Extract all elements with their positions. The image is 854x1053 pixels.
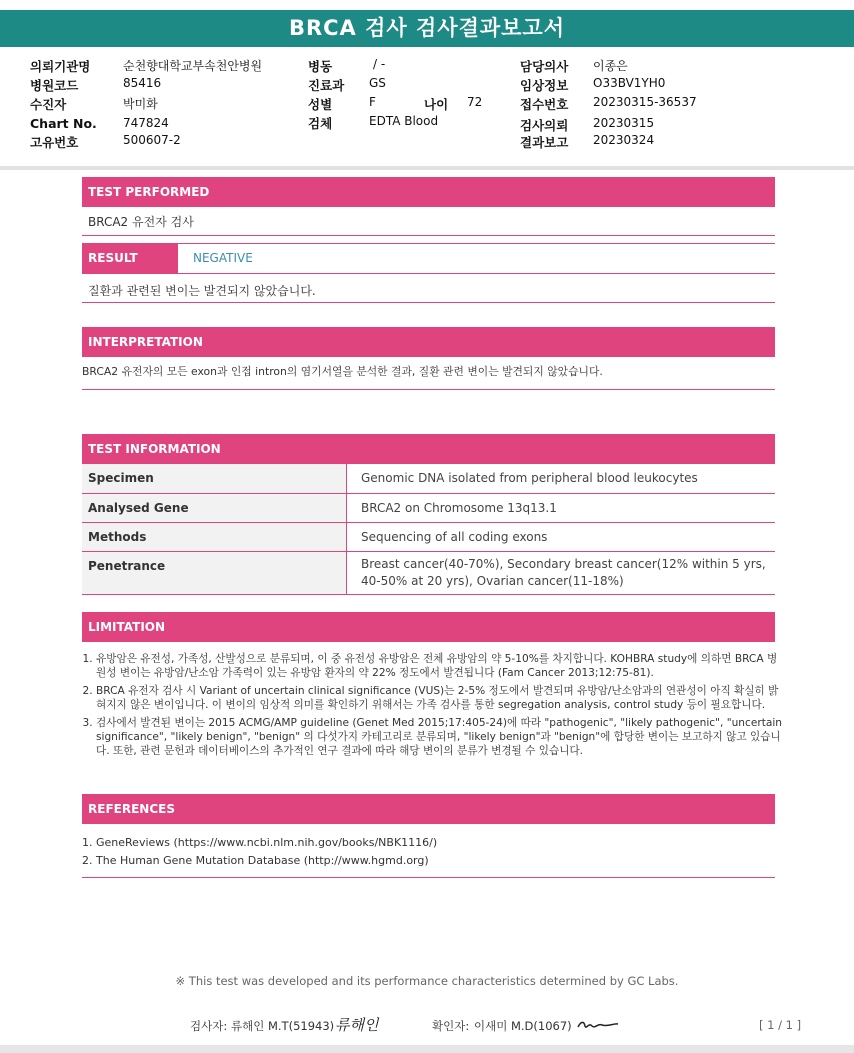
analysed-gene-label: Analysed Gene [82, 493, 347, 522]
list-item: 1. GeneReviews (https://www.ncbi.nlm.nih.gov/books/NBK1116/) [96, 834, 786, 852]
ward-label: 병동 [308, 59, 333, 74]
tester-name: 류해인 M.T(51943) [231, 1019, 335, 1033]
result-label: RESULT [82, 244, 178, 273]
divider [82, 302, 775, 303]
chart-no-value: 747824 [123, 116, 169, 130]
table-row [82, 464, 775, 493]
department-value: GS [369, 76, 386, 90]
analysed-gene-value: BRCA2 on Chromosome 13q13.1 [347, 493, 776, 522]
limitation-heading: LIMITATION [82, 612, 775, 642]
table-row [82, 522, 775, 551]
divider [82, 273, 775, 274]
divider [82, 235, 775, 236]
list-item: 2. The Human Gene Mutation Database (http://www.hgmd.org) [96, 852, 786, 870]
bottom-bar [0, 1045, 854, 1053]
specimen-label: Specimen [82, 464, 347, 493]
result-description: 질환과 관련된 변이는 발견되지 않았습니다. [88, 284, 316, 298]
interpretation-heading: INTERPRETATION [82, 327, 775, 357]
penetrance-value: Breast cancer(40-70%), Secondary breast cancer(12% within 5 yrs, 40-50% at 20 yrs), Ovarian cancer(11-18%) [347, 551, 776, 594]
chart-no-label: Chart No. [30, 116, 97, 131]
page-indicator: [ 1 / 1 ] [759, 1018, 802, 1032]
references-heading: REFERENCES [82, 794, 775, 824]
table-row [82, 493, 775, 522]
unique-id-label: 고유번호 [30, 135, 79, 150]
department-label: 진료과 [308, 78, 345, 93]
confirmer-label: 확인자: [432, 1019, 470, 1033]
unique-id-value: 500607-2 [123, 133, 181, 147]
methods-value: Sequencing of all coding exons [347, 522, 776, 551]
divider [82, 389, 775, 390]
list-item: 2. BRCA 유전자 검사 시 Variant of uncertain clinical significance (VUS)는 2-5% 정도에서 발견되며 유방암/난소암과의 연관성이 아직 확실히 밝혀지지 않은 변이입니다. 이 변이의 임상적 의미를 확인하기 위해서는 가족 검사를 통한 segregation analysis, control study 등이 필요합니다. [96, 684, 786, 712]
clinical-info-value: O33BV1YH0 [593, 76, 666, 90]
age-label: 나이 [424, 97, 449, 112]
patient-header [0, 47, 854, 165]
list-item: 1. 유방암은 유전성, 가족성, 산발성으로 분류되며, 이 중 유전성 유방암은 전체 유방암의 약 5-10%를 차지합니다. KOHBRA study에 의하면 BRCA 병원성 변이는 유방암/난소암 가족력이 있는 유방암 환자의 약 22% 정도에서 발견됩니다 (Fam Cancer 2013;12:75-81). [96, 652, 786, 680]
hospital-code-label: 병원코드 [30, 78, 79, 93]
clinical-info-label: 임상정보 [520, 78, 569, 93]
confirmer-name: 이새미 M.D(1067) [474, 1019, 572, 1033]
test-information-heading: TEST INFORMATION [82, 434, 775, 464]
sex-value: F [369, 95, 376, 109]
result-value: NEGATIVE [193, 251, 253, 265]
report-date-value: 20230324 [593, 133, 655, 147]
hospital-name-label: 의뢰기관명 [30, 59, 91, 74]
doctor-value: 이종은 [593, 59, 628, 73]
doctor-label: 담당의사 [520, 59, 569, 74]
header-divider [0, 166, 854, 170]
list-item: 3. 검사에서 발견된 변이는 2015 ACMG/AMP guideline (Genet Med 2015;17:405-24)에 따라 "pathogenic", "likely pathogenic", "uncertain significance", "likely benign", "benign" 의 다섯가지 카테고리로 분류되며, "likely benign"과 "benign"에 합당한 변이는 보고하지 않고 있습니다. 또한, 관련 문헌과 데이터베이스의 추가적인 연구 결과에 따라 해당 변이의 분류가 변경될 수 있습니다. [96, 716, 786, 758]
patient-name-label: 수진자 [30, 97, 67, 112]
divider [82, 243, 775, 244]
divider [82, 877, 775, 878]
interpretation-text: BRCA2 유전자의 모든 exon과 인접 intron의 염기서열을 분석한 결과, 질환 관련 변이는 발견되지 않았습니다. [82, 365, 603, 378]
request-date-label: 검사의뢰 [520, 118, 569, 133]
age-value: 72 [467, 95, 483, 109]
receipt-no-label: 접수번호 [520, 97, 569, 112]
ward-value: / - [373, 57, 386, 71]
report-title: BRCA 검사 검사결과보고서 [0, 10, 854, 47]
tester-label: 검사자: [190, 1019, 228, 1033]
receipt-no-value: 20230315-36537 [593, 95, 697, 109]
test-performed-heading: TEST PERFORMED [82, 177, 775, 207]
tester-signature: 류해인 [335, 1016, 379, 1034]
hospital-name-value: 순천향대학교부속천안병원 [123, 59, 263, 73]
hospital-code-value: 85416 [123, 76, 162, 90]
penetrance-label: Penetrance [82, 551, 347, 594]
test-performed-value: BRCA2 유전자 검사 [88, 215, 194, 229]
specimen-value: Genomic DNA isolated from peripheral blood leukocytes [347, 464, 776, 493]
specimen-value: EDTA Blood [369, 114, 439, 128]
specimen-label: 검체 [308, 116, 333, 131]
methods-label: Methods [82, 522, 347, 551]
confirmer-signature [576, 1018, 620, 1032]
request-date-value: 20230315 [593, 116, 655, 130]
patient-name-value: 박미화 [123, 97, 158, 111]
table-row [82, 551, 775, 594]
report-date-label: 결과보고 [520, 135, 569, 150]
performance-footnote: ※ This test was developed and its performance characteristics determined by GC Labs. [175, 974, 679, 988]
references-list [82, 834, 786, 870]
sex-label: 성별 [308, 97, 333, 112]
test-information-table [82, 464, 775, 595]
limitation-list [82, 652, 786, 762]
